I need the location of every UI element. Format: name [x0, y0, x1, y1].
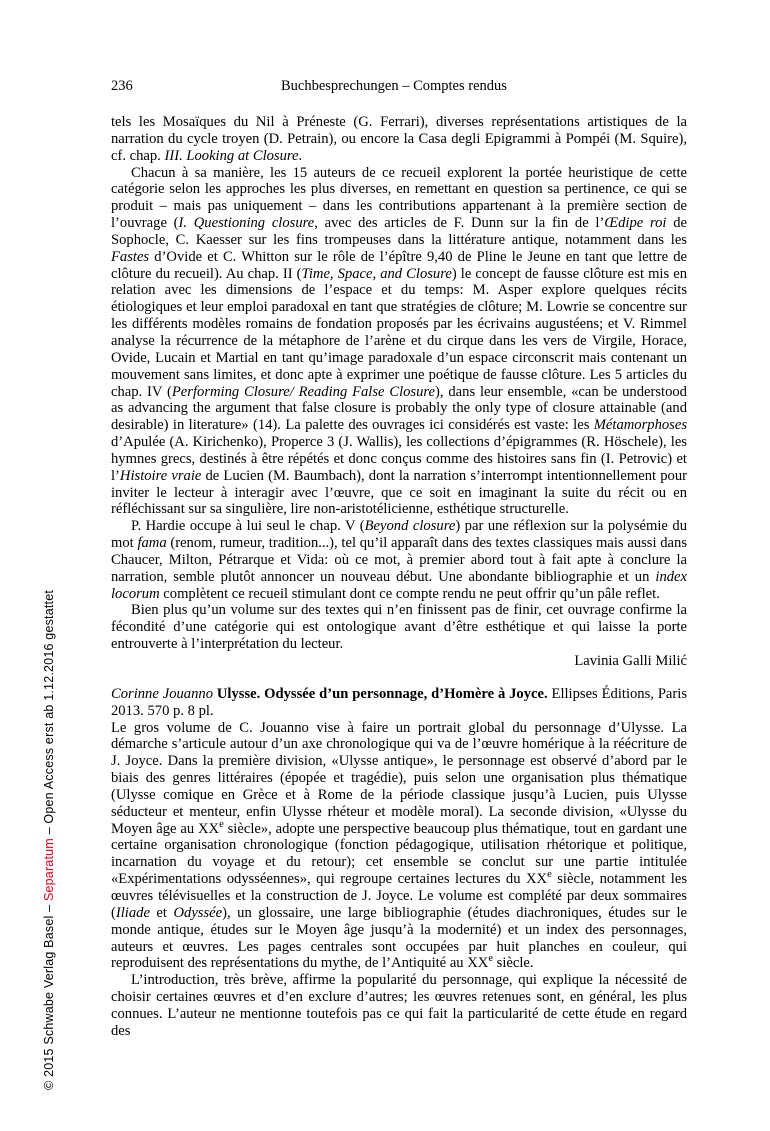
italic-term: fama [137, 535, 167, 552]
italic-title: III. Looking at Closure [164, 147, 299, 164]
italic-title: Time, Space, and Closure [301, 265, 452, 282]
italic-title: Odyssée [173, 904, 223, 921]
text-run: de Lucien (M. Baumbach), dont la narration s’interrompt intentionnellement pour inviter le lecteur à interagir avec l’œuvre, que ce soit en imaginant la suite du récit ou en réfléchissant sur sa singulière, lire non-aristotélicienne, esthétique structurelle. [111, 467, 687, 518]
italic-title: I. Questioning closure [178, 215, 315, 232]
text-run: Chacun à sa manière, les 15 auteurs de ce recueil explorent la portée heuristique de cette catégorie selon les approches les plus diverses, en remettant en question sa pertinence, ce qui se produit – mais pas uniquement – dans les contributions appartenant à la première section de l’ouvrage ( [111, 164, 687, 232]
text-run: ), un glossaire, une large bibliographie (études diachroniques, études sur le monde antique, études sur le Moyen âge jusqu’à la modernité) et un index des personnages, auteurs et œuvres. Les pages centrales sont occupées par huit planches en couleur, qui reproduisent des représentations du mythe, de l’Antiquité au XX [111, 904, 687, 972]
review-one-paragraph-2 [111, 165, 687, 519]
review-one-paragraph-3 [111, 518, 687, 602]
superscript: e [547, 869, 552, 881]
copyright-sidenote-text [42, 590, 56, 1090]
italic-title: Iliade [115, 904, 150, 921]
separatum-label: Separatum [42, 838, 56, 902]
review-two-paragraph-1 [111, 720, 687, 973]
italic-title: Histoire vraie [119, 467, 202, 484]
text-run: tels les Mosaïques du Nil à Préneste (G. Ferrari), diverses représentations artistiques de la narration du cycle troyen (D. Petrain), ou encore la Casa degli Epigrammi à Pompéi (M. Squire), cf. chap. [111, 114, 687, 164]
review-imprint: Ellipses Éditions, Paris 2013. 570 p. 8 pl. [111, 685, 688, 719]
italic-title: Œdipe roi [604, 215, 667, 232]
text-run: d’Apulée (A. Kirichenko), Properce 3 (J. Wallis), les collections d’épigrammes (R. Höschele), les hymnes grecs, destinés à être répétés et donc conçus comme des histoires sans fin (I. Petrovic) et l’ [111, 434, 687, 484]
copyright-suffix: – Open Access erst ab 1.12.2016 gestattet [42, 589, 56, 839]
text-run: de Sophocle, C. Kaesser sur les fins trompeuses dans la littérature antique, notamment dans les [111, 215, 687, 248]
text-run: Le gros volume de C. Jouanno vise à faire un portrait global du personnage d’Ulysse. La démarche s’articule autour d’un axe chronologique qui va de l’œuvre homérique à la réécriture de J. Joyce. Dans la première division, «Ulysse antique», le personnage est observé d’abord par le biais des genres littéraires (épopée et tragédie), puis selon une organisation plus thématique (Ulysse comique en Grèce et à Rome de la période classique jusqu’à Lucien, puis Ulysse séducteur et menteur, enfin Ulysse rhéteur et modèle moral). La seconde division, «Ulysse du Moyen âge au XX [111, 719, 687, 837]
text-run: complètent ce recueil stimulant dont ce compte rendu ne peut offrir qu’un pâle reflet. [159, 585, 660, 602]
text-run: . [298, 147, 303, 164]
text-run: ) par une réflexion sur la polysémie du mot [111, 518, 687, 552]
text-run: (renom, rumeur, tradition...), tel qu’il apparaît dans des textes classiques mais aussi dans Chaucer, Milton, Pétrarque et Vida: où ce mot, à premier abord tout à fait apte à conclure la narration, semble plutôt annoncer un nouveau début. Une abondante bibliographie et un [111, 535, 688, 585]
text-run: L’introduction, très brève, affirme la popularité du personnage, qui explique la nécessité de choisir certaines œuvres et d’en exclure d’autres; les œuvres retenues sont, en général, les plus connues. L’auteur ne mentionne toutefois pas ce qui fait la particularité de cette étude en regard des [111, 972, 687, 1039]
italic-title: Métamorphoses [593, 417, 687, 434]
review-title: Ulysse. Odyssée d’un personnage, d’Homère à Joyce. [216, 685, 548, 702]
folio-number: 236 [111, 78, 133, 94]
text-run: ), dans leur ensemble, «can be understood as advancing the argument that false closure is probably the only type of closure attainable (and desirable) in literature» (14). La palette des ouvrages ici considérés est vaste: les [111, 383, 687, 434]
text-run: , avec des articles de F. Dunn sur la fin de l’ [314, 215, 605, 232]
page-content [111, 78, 687, 1040]
superscript: e [219, 818, 224, 830]
section-gap [111, 670, 687, 686]
review-two-paragraph-2 [111, 972, 687, 1039]
text-run: siècle, notamment les œuvres télévisuelles et la construction de J. Joyce. Le volume est complété par deux sommaires ( [111, 871, 687, 921]
text-run: P. Hardie occupe à lui seul le chap. V ( [131, 518, 365, 535]
italic-title: Performing Closure/ Reading False Closure [171, 383, 436, 400]
review-one-signature: Lavinia Galli Milić [574, 653, 687, 669]
text-run: Bien plus qu’un volume sur des textes qui n’en finissent pas de finir, cet ouvrage confirme la fécondité d’une catégorie qui est ontologique avant d’être esthétique et qui laisse la porte entrouverte à l’interprétation du lecteur. [111, 602, 687, 653]
review-one-paragraph-1 [111, 114, 687, 165]
text-run: et [149, 904, 174, 921]
copyright-prefix: © 2015 Schwabe Verlag Basel – [42, 901, 56, 1090]
review-one-paragraph-4 [111, 602, 687, 653]
running-head: Buchbesprechungen – Comptes rendus [281, 78, 507, 94]
superscript: e [488, 953, 493, 965]
text-run: siècle. [493, 955, 534, 972]
italic-title: Beyond closure [364, 518, 456, 535]
review-author: Corinne Jouanno [111, 685, 213, 702]
italic-title: Fastes [111, 248, 150, 265]
page-header [111, 78, 687, 100]
copyright-sidenote [18, 0, 56, 1131]
italic-term: index locorum [111, 568, 687, 602]
text-run: siècle», adopte une perspective beaucoup plus thématique, tout en gardant une certaine organisation chronologique (fonction pédagogique, utilisation rhétorique et politique, incarnation du voyage et du retour); cet ensemble se conclut sur une partie intitulée «Expérimentations odysséennes», qui regroupe certaines lectures du XX [111, 820, 687, 888]
review-two-heading [111, 686, 687, 720]
text-run: d’Ovide et C. Whitton sur le rôle de l’épître 9,40 de Pline le Jeune en tant que lettre de clôture du recueil). Au chap. II ( [111, 248, 687, 282]
text-run: ) le concept de fausse clôture est mis en relation avec les dimensions de l’espace et du temps: M. Asper explore quelques récits étiologiques et leur emploi paradoxal en tant que stratégies de clôture; M. Lowrie se concentre sur les différents modèles romains de fondation proposés par les écrivains augustéens; et V. Rimmel analyse la récurrence de la métaphore de l’arène et du cirque dans les vers de Virgile, Horace, Ovide, Lucain et Martial en tant qu’image paradoxale d’un espace circonscrit mais contenant un mouvement sans limites, et donc apte à exprimer une poétique de fausse clôture. Les 5 articles du chap. IV ( [111, 265, 687, 400]
